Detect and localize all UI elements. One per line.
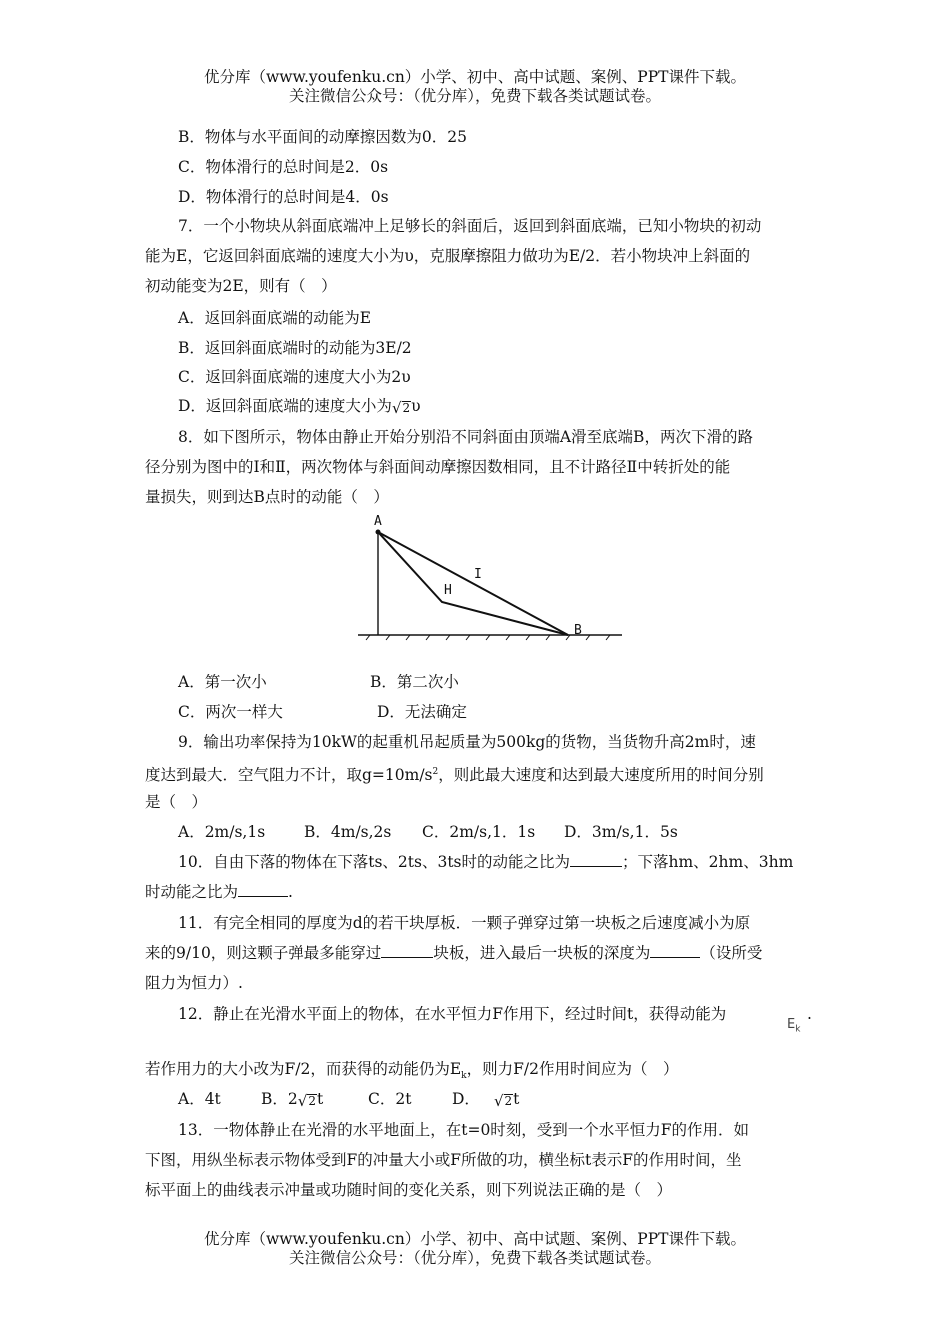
- q9-stem-line2-text: 度达到最大．空气阻力不计，取g=10m/s: [145, 766, 433, 785]
- q11-stem-line3: 阻力为恒力）.: [145, 974, 243, 992]
- q6-option-d: D．物体滑行的总时间是4．0s: [178, 188, 389, 206]
- q12-option-d: [452, 1089, 552, 1109]
- q10-stem-line1-text: 10．自由下落的物体在下落ts、2ts、3ts时的动能之比为: [178, 853, 570, 871]
- q7-option-d-text: D．返回斜面底端的速度大小为: [178, 397, 392, 415]
- q7-option-d: [178, 396, 843, 416]
- sqrt-symbol: √ 2: [391, 399, 411, 417]
- label-path-one: I: [474, 567, 482, 582]
- q9-option-a: A．2m/s,1s: [178, 823, 266, 841]
- q7-stem-line2: 能为E，它返回斜面底端的速度大小为υ，克服摩擦阻力做功为E/2．若小物块冲上斜面的: [145, 247, 751, 265]
- q10-stem-line1-rest: ；下落hm、2hm、3hm: [622, 853, 794, 871]
- q7-option-a: A．返回斜面底端的动能为E: [178, 309, 372, 327]
- q10-stem-line2: [145, 882, 810, 902]
- q8-option-b: B．第二次小: [370, 673, 459, 691]
- q12-option-b-var: t: [316, 1090, 324, 1108]
- q11-stem-line2-text: 来的9/10，则这颗子弹最多能穿过: [145, 944, 382, 962]
- page-footer-line2: 关注微信公众号：（优分库），免费下载各类试题试卷。: [288, 1249, 661, 1267]
- q10-stem-line1: [178, 852, 843, 872]
- q8-stem-line2: 径分别为图中的Ⅰ和Ⅱ，两次物体与斜面间动摩擦因数相同，且不计路径Ⅱ中转折处的能: [145, 458, 731, 476]
- q7-stem-line1: 7．一个小物块从斜面底端冲上足够长的斜面后，返回到斜面底端，已知小物块的初动: [178, 217, 762, 235]
- q12-option-a: A．4t: [178, 1090, 221, 1108]
- q11-stem-line2: [145, 943, 810, 963]
- q8-stem-line3: 量损失，则到达B点时的动能（ ）: [145, 488, 389, 506]
- point-a: [376, 530, 381, 535]
- q12-stem-line2-text: 若作用力的大小改为F/2，而获得的动能仍为E: [145, 1060, 462, 1078]
- sqrt-symbol: √ 2: [297, 1092, 316, 1110]
- q9-stem-line3: 是（ ）: [145, 793, 208, 811]
- q9-stem-line1: 9．输出功率保持为10kW的起重机吊起质量为500kg的货物，当货物升高2m时，速: [178, 733, 756, 751]
- q9-stem-line2: [145, 762, 810, 785]
- q10-answer-blank-1[interactable]: [570, 852, 622, 867]
- q7-stem-line3: 初动能变为2E，则有（ ）: [145, 277, 337, 295]
- q11-stem-line2-mid: 块板，进入最后一块板的深度为: [433, 944, 651, 962]
- q7-option-c: C．返回斜面底端的速度大小为2υ: [178, 368, 411, 386]
- q8-stem-line1: 8．如下图所示，物体由静止开始分别沿不同斜面由顶端A滑至底端B，两次下滑的路: [178, 428, 753, 446]
- q12-option-d-var: t: [513, 1090, 520, 1108]
- q10-stem-line2-text: 时动能之比为: [145, 883, 239, 901]
- kinetic-energy-symbol: $E_k$: [787, 1017, 801, 1035]
- q11-answer-blank-1[interactable]: [381, 943, 433, 958]
- q12-subscript: k: [461, 1071, 467, 1082]
- q8-option-a: A．第一次小: [178, 673, 267, 691]
- q9-option-d: D．3m/s,1．5s: [564, 823, 678, 841]
- label-path-two: H: [444, 583, 452, 598]
- q12-option-b-text: B．2: [261, 1090, 298, 1108]
- q9-option-c: C．2m/s,1．1s: [422, 823, 536, 841]
- q9-exponent: 2: [432, 767, 439, 777]
- q12-stem-line1-end: .: [807, 1005, 812, 1023]
- path-one: [378, 532, 568, 635]
- q12-option-b: [261, 1089, 361, 1109]
- q12-stem-line1: 12．静止在光滑水平面上的物体，在水平恒力F作用下，经过时间t，获得动能为: [178, 1005, 727, 1023]
- q12-stem-line2: [145, 1059, 810, 1086]
- q9-stem-line2-rest: ，则此最大速度和达到最大速度所用的时间分别: [438, 766, 764, 785]
- q6-option-c: C．物体滑行的总时间是2．0s: [178, 158, 389, 176]
- q7-option-d-unit: υ: [411, 397, 421, 415]
- q11-stem-line1: 11．有完全相同的厚度为d的若干块厚板．一颗子弹穿过第一块板之后速度减小为原: [178, 914, 751, 932]
- q13-stem-line1: 13．一物体静止在光滑的水平地面上，在t=0时刻，受到一个水平恒力F的作用．如: [178, 1121, 750, 1139]
- q11-stem-line2-rest: （设所受: [700, 944, 763, 962]
- q12-stem-line2-rest: ，则力F/2作用时间应为（ ）: [466, 1060, 679, 1078]
- q12-option-d-text: D．: [452, 1090, 480, 1108]
- q11-answer-blank-2[interactable]: [650, 943, 700, 958]
- q13-stem-line3: 标平面上的曲线表示冲量或功随时间的变化关系，则下列说法正确的是（ ）: [145, 1181, 673, 1199]
- incline-figure: [350, 510, 630, 645]
- label-b: B: [574, 623, 582, 638]
- q7-option-b: B．返回斜面底端时的动能为3E/2: [178, 339, 412, 357]
- page-header-line1: 优分库（www.youfenku.cn）小学、初中、高中试题、案例、PPT课件下载。: [203, 68, 747, 86]
- label-a: A: [374, 514, 382, 529]
- q10-answer-blank-2[interactable]: [238, 882, 288, 897]
- q8-option-d: D．无法确定: [377, 703, 467, 721]
- q8-option-c: C．两次一样大: [178, 703, 283, 721]
- q13-stem-line2: 下图，用纵坐标表示物体受到F的冲量大小或F所做的功，横坐标t表示F的作用时间，坐: [145, 1151, 742, 1169]
- q6-option-b: B．物体与水平面间的动摩擦因数为0．25: [178, 128, 467, 146]
- q10-stem-line2-end: .: [288, 883, 293, 901]
- page-header-line2: 关注微信公众号：（优分库），免费下载各类试题试卷。: [288, 87, 661, 105]
- sqrt-symbol: √ 2: [493, 1092, 513, 1110]
- page-footer-line1: 优分库（www.youfenku.cn）小学、初中、高中试题、案例、PPT课件下载。: [203, 1230, 747, 1248]
- q12-option-c: C．2t: [368, 1090, 412, 1108]
- q9-option-b: B．4m/s,2s: [304, 823, 392, 841]
